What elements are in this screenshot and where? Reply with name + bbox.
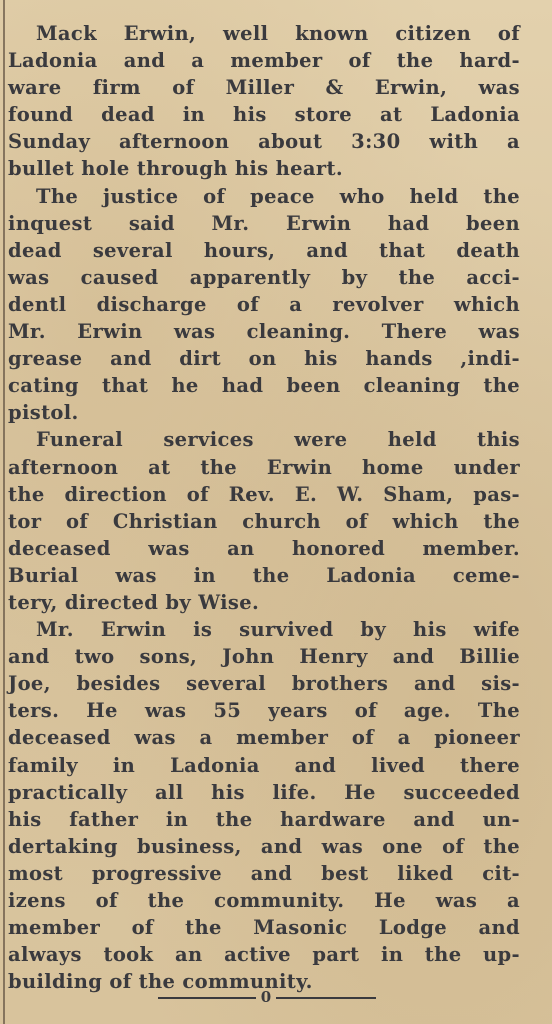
article-line: Ladonia and a member of the hard- — [8, 49, 520, 73]
article-line: dertaking business, and was one of the — [8, 834, 520, 858]
article-line: and two sons, John Henry and Billie — [8, 645, 520, 669]
article-line: pistol. — [8, 401, 79, 425]
article-end-separator — [158, 987, 376, 1007]
article-line: bullet hole through his heart. — [8, 157, 344, 181]
separator-rule-right — [276, 997, 376, 999]
article-line: tor of Christian church of which the — [8, 509, 520, 533]
article-line: Joe, besides several brothers and sis- — [8, 672, 520, 696]
column-rule — [3, 0, 5, 1024]
article-line: his father in the hardware and un- — [8, 807, 520, 831]
article-line: was caused apparently by the acci- — [8, 265, 520, 289]
article-line: grease and dirt on his hands ,indi- — [8, 347, 520, 371]
article-line: deceased was a member of a pioneer — [8, 726, 520, 750]
article-line: Mack Erwin, well known citizen of — [36, 22, 520, 45]
article-line: inquest said Mr. Erwin had been — [8, 211, 520, 235]
article-line: practically all his life. He succeeded — [8, 780, 520, 804]
article-line: ters. He was 55 years of age. The — [8, 699, 520, 723]
article-line: Mr. Erwin is survived by his wife — [36, 618, 520, 642]
obituary-article — [8, 20, 520, 995]
article-line: the direction of Rev. E. W. Sham, pas- — [8, 482, 520, 506]
article-line: cating that he had been cleaning the — [8, 374, 520, 398]
article-line: member of the Masonic Lodge and — [8, 916, 520, 940]
article-line: The justice of peace who held the — [36, 184, 520, 208]
article-line: always took an active part in the up- — [8, 943, 520, 967]
separator-mark: 0 — [260, 988, 272, 1006]
article-line: dead several hours, and that death — [8, 238, 520, 262]
article-line: most progressive and best liked cit- — [8, 861, 520, 885]
article-line: tery, directed by Wise. — [8, 590, 260, 614]
article-line: building of the community. — [8, 970, 313, 994]
separator-rule-left — [158, 997, 256, 999]
article-line: found dead in his store at Ladonia — [8, 103, 520, 127]
article-line: Sunday afternoon about 3:30 with a — [8, 130, 520, 154]
article-line: izens of the community. He was a — [8, 889, 520, 912]
article-line: Burial was in the Ladonia ceme- — [8, 563, 520, 587]
article-line: ware firm of Miller & Erwin, was — [8, 76, 520, 100]
article-line: dentl discharge of a revolver which — [8, 292, 520, 316]
article-line: deceased was an honored member. — [8, 536, 520, 560]
article-line: afternoon at the Erwin home under — [8, 455, 520, 479]
article-line: Funeral services were held this — [36, 428, 520, 452]
article-line: family in Ladonia and lived there — [8, 753, 520, 777]
article-line: Mr. Erwin was cleaning. There was — [8, 320, 520, 344]
